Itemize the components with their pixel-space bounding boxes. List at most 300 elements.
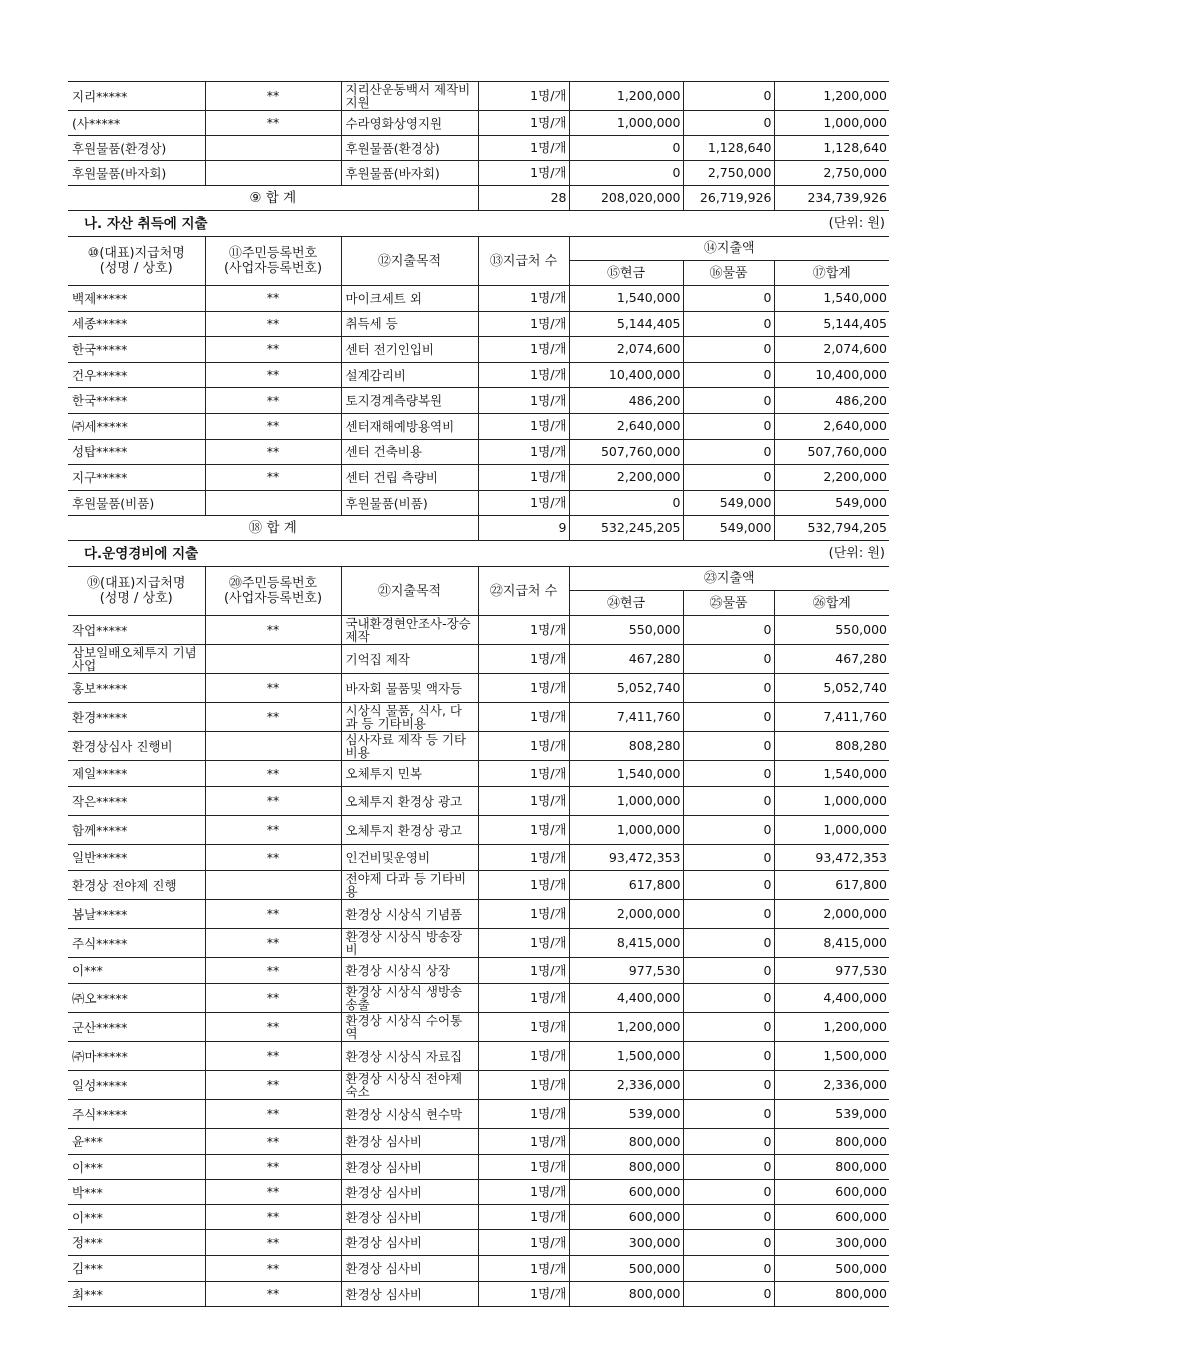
goods-amount-cell: 0 <box>683 787 774 816</box>
total-amount-cell: 1,540,000 <box>774 761 889 787</box>
purpose-cell: 환경상 시상식 상장 <box>341 958 478 984</box>
payee-name-cell: 이*** <box>68 1205 205 1230</box>
registration-number-cell: ** <box>205 388 341 414</box>
total-amount-cell: 808,280 <box>774 732 889 761</box>
purpose-cell: 환경상 시상식 생방송 송출 <box>341 984 478 1013</box>
total-amount-cell: 5,052,740 <box>774 674 889 703</box>
payee-count-cell: 1명/개 <box>478 337 569 363</box>
total-goods-cell: 26,719,926 <box>683 186 774 211</box>
goods-amount-cell: 0 <box>683 732 774 761</box>
cash-amount-cell: 507,760,000 <box>569 439 683 465</box>
cash-amount-cell: 1,540,000 <box>569 761 683 787</box>
registration-number-cell: ** <box>205 1042 341 1071</box>
goods-amount-cell: 1,128,640 <box>683 136 774 161</box>
total-amount-cell: 2,074,600 <box>774 337 889 363</box>
payee-count-cell: 1명/개 <box>478 1071 569 1100</box>
payee-name-cell: 제일***** <box>68 761 205 787</box>
total-cash-cell: 208,020,000 <box>569 186 683 211</box>
payee-name-cell: 홍보***** <box>68 674 205 703</box>
goods-amount-cell: 0 <box>683 1013 774 1042</box>
total-amount-cell: 5,144,405 <box>774 311 889 337</box>
payee-count-cell: 1명/개 <box>478 787 569 816</box>
header-goods: ⑯물품 <box>683 261 774 286</box>
table-row <box>68 816 889 845</box>
payee-count-cell: 1명/개 <box>478 439 569 465</box>
unit-label: (단위: 원) <box>569 541 889 567</box>
registration-number-cell: ** <box>205 439 341 465</box>
goods-amount-cell: 0 <box>683 761 774 787</box>
cash-amount-cell: 0 <box>569 136 683 161</box>
cash-amount-cell: 808,280 <box>569 732 683 761</box>
header-payee: ⑩(대표)지급처명 (성명 / 상호) <box>68 237 205 286</box>
total-amount-cell: 1,500,000 <box>774 1042 889 1071</box>
payee-count-cell: 1명/개 <box>478 900 569 929</box>
total-sum-cell: 532,794,205 <box>774 516 889 541</box>
goods-amount-cell: 549,000 <box>683 490 774 516</box>
payee-count-cell: 1명/개 <box>478 761 569 787</box>
total-label: ⑱ 합 계 <box>68 516 478 541</box>
goods-amount-cell: 0 <box>683 958 774 984</box>
header-total: ⑰합계 <box>774 261 889 286</box>
purpose-cell: 토지경계측량복원 <box>341 388 478 414</box>
goods-amount-cell: 0 <box>683 703 774 732</box>
cash-amount-cell: 539,000 <box>569 1100 683 1129</box>
payee-name-cell: 환경상 전야제 진행 <box>68 871 205 900</box>
total-amount-cell: 600,000 <box>774 1180 889 1205</box>
cash-amount-cell: 550,000 <box>569 616 683 645</box>
registration-number-cell: ** <box>205 337 341 363</box>
registration-number-cell: ** <box>205 1180 341 1205</box>
cash-amount-cell: 617,800 <box>569 871 683 900</box>
goods-amount-cell: 0 <box>683 1256 774 1282</box>
registration-number-cell: ** <box>205 1205 341 1230</box>
payee-count-cell: 1명/개 <box>478 136 569 161</box>
header-registration-number: ⑳주민등록번호 (사업자등록번호) <box>205 567 341 616</box>
registration-number-cell: ** <box>205 900 341 929</box>
cash-amount-cell: 5,144,405 <box>569 311 683 337</box>
registration-number-cell <box>205 645 341 674</box>
goods-amount-cell: 2,750,000 <box>683 161 774 186</box>
cash-amount-cell: 467,280 <box>569 645 683 674</box>
registration-number-cell: ** <box>205 1155 341 1180</box>
header-purpose: ⑫지출목적 <box>341 237 478 286</box>
table-row <box>68 645 889 674</box>
total-amount-cell: 467,280 <box>774 645 889 674</box>
section-title-row <box>68 211 889 237</box>
payee-name-cell: 이*** <box>68 958 205 984</box>
cash-amount-cell: 800,000 <box>569 1155 683 1180</box>
total-amount-cell: 800,000 <box>774 1282 889 1307</box>
payee-name-cell: 삼보일배오체투지 기념사업 <box>68 645 205 674</box>
goods-amount-cell: 0 <box>683 1282 774 1307</box>
total-goods-cell: 549,000 <box>683 516 774 541</box>
payee-count-cell: 1명/개 <box>478 616 569 645</box>
cash-amount-cell: 300,000 <box>569 1230 683 1256</box>
payee-name-cell: 후원물품(비품) <box>68 490 205 516</box>
section-title-row <box>68 541 889 567</box>
registration-number-cell <box>205 136 341 161</box>
registration-number-cell: ** <box>205 311 341 337</box>
table-row <box>68 311 889 337</box>
total-amount-cell: 550,000 <box>774 616 889 645</box>
payee-count-cell: 1명/개 <box>478 111 569 136</box>
payee-name-cell: 정*** <box>68 1230 205 1256</box>
total-count-cell: 28 <box>478 186 569 211</box>
payee-name-cell: 건우***** <box>68 362 205 388</box>
purpose-cell: 센터 건축비용 <box>341 439 478 465</box>
payee-count-cell: 1명/개 <box>478 1230 569 1256</box>
cash-amount-cell: 2,000,000 <box>569 900 683 929</box>
cash-amount-cell: 1,500,000 <box>569 1042 683 1071</box>
table-row <box>68 1230 889 1256</box>
payee-count-cell: 1명/개 <box>478 958 569 984</box>
table-row <box>68 465 889 491</box>
registration-number-cell: ** <box>205 413 341 439</box>
purpose-cell: 설계감리비 <box>341 362 478 388</box>
table-row <box>68 286 889 312</box>
payee-name-cell: (사***** <box>68 111 205 136</box>
cash-amount-cell: 800,000 <box>569 1282 683 1307</box>
goods-amount-cell: 0 <box>683 1155 774 1180</box>
purpose-cell: 환경상 심사비 <box>341 1155 478 1180</box>
registration-number-cell: ** <box>205 787 341 816</box>
total-row <box>68 516 889 541</box>
total-amount-cell: 1,200,000 <box>774 82 889 111</box>
goods-amount-cell: 0 <box>683 616 774 645</box>
total-amount-cell: 539,000 <box>774 1100 889 1129</box>
goods-amount-cell: 0 <box>683 388 774 414</box>
purpose-cell: 환경상 심사비 <box>341 1230 478 1256</box>
payee-name-cell: 성탑***** <box>68 439 205 465</box>
cash-amount-cell: 8,415,000 <box>569 929 683 958</box>
payee-count-cell: 1명/개 <box>478 413 569 439</box>
total-amount-cell: 2,750,000 <box>774 161 889 186</box>
goods-amount-cell: 0 <box>683 900 774 929</box>
payee-count-cell: 1명/개 <box>478 161 569 186</box>
total-amount-cell: 8,415,000 <box>774 929 889 958</box>
payee-name-cell: 세종***** <box>68 311 205 337</box>
goods-amount-cell: 0 <box>683 311 774 337</box>
payee-name-cell: 이*** <box>68 1155 205 1180</box>
cash-amount-cell: 2,200,000 <box>569 465 683 491</box>
table-row <box>68 1042 889 1071</box>
header-cash: ㉔현금 <box>569 591 683 616</box>
purpose-cell: 시상식 물품, 식사, 다과 등 기타비용 <box>341 703 478 732</box>
cash-amount-cell: 0 <box>569 490 683 516</box>
payee-count-cell: 1명/개 <box>478 465 569 491</box>
payee-name-cell: 작은***** <box>68 787 205 816</box>
registration-number-cell: ** <box>205 1230 341 1256</box>
goods-amount-cell: 0 <box>683 1230 774 1256</box>
cash-amount-cell: 486,200 <box>569 388 683 414</box>
registration-number-cell: ** <box>205 674 341 703</box>
goods-amount-cell: 0 <box>683 1042 774 1071</box>
header-cash: ⑮현금 <box>569 261 683 286</box>
cash-amount-cell: 2,074,600 <box>569 337 683 363</box>
payee-count-cell: 1명/개 <box>478 732 569 761</box>
registration-number-cell: ** <box>205 465 341 491</box>
payee-count-cell: 1명/개 <box>478 984 569 1013</box>
total-amount-cell: 800,000 <box>774 1129 889 1155</box>
payee-count-cell: 1명/개 <box>478 1205 569 1230</box>
purpose-cell: 국내환경현안조사-장승제작 <box>341 616 478 645</box>
table-row <box>68 845 889 871</box>
payee-name-cell: ㈜세***** <box>68 413 205 439</box>
payee-count-cell: 1명/개 <box>478 1100 569 1129</box>
header-registration-number: ⑪주민등록번호 (사업자등록번호) <box>205 237 341 286</box>
goods-amount-cell: 0 <box>683 337 774 363</box>
payee-count-cell: 1명/개 <box>478 703 569 732</box>
table-row <box>68 1155 889 1180</box>
cash-amount-cell: 1,200,000 <box>569 1013 683 1042</box>
registration-number-cell: ** <box>205 1071 341 1100</box>
payee-count-cell: 1명/개 <box>478 871 569 900</box>
registration-number-cell: ** <box>205 362 341 388</box>
table-row <box>68 388 889 414</box>
registration-number-cell: ** <box>205 845 341 871</box>
payee-count-cell: 1명/개 <box>478 490 569 516</box>
payee-count-cell: 1명/개 <box>478 1180 569 1205</box>
payee-name-cell: 환경***** <box>68 703 205 732</box>
purpose-cell: 수라영화상영지원 <box>341 111 478 136</box>
total-amount-cell: 977,530 <box>774 958 889 984</box>
purpose-cell: 환경상 심사비 <box>341 1180 478 1205</box>
table-row <box>68 1013 889 1042</box>
table-row <box>68 136 889 161</box>
total-amount-cell: 1,200,000 <box>774 1013 889 1042</box>
cash-amount-cell: 600,000 <box>569 1205 683 1230</box>
unit-label: (단위: 원) <box>569 211 889 237</box>
total-amount-cell: 10,400,000 <box>774 362 889 388</box>
cash-amount-cell: 1,000,000 <box>569 816 683 845</box>
table-row <box>68 362 889 388</box>
payee-count-cell: 1명/개 <box>478 311 569 337</box>
purpose-cell: 마이크세트 외 <box>341 286 478 312</box>
purpose-cell: 환경상 시상식 기념품 <box>341 900 478 929</box>
table-row <box>68 761 889 787</box>
header-row <box>68 567 889 591</box>
total-sum-cell: 234,739,926 <box>774 186 889 211</box>
registration-number-cell: ** <box>205 111 341 136</box>
payee-name-cell: ㈜마***** <box>68 1042 205 1071</box>
payee-count-cell: 1명/개 <box>478 1013 569 1042</box>
payee-name-cell: 군산***** <box>68 1013 205 1042</box>
header-purpose: ㉑지출목적 <box>341 567 478 616</box>
registration-number-cell: ** <box>205 82 341 111</box>
purpose-cell: 바자회 물품및 액자등 <box>341 674 478 703</box>
table-row <box>68 1205 889 1230</box>
cash-amount-cell: 7,411,760 <box>569 703 683 732</box>
total-amount-cell: 7,411,760 <box>774 703 889 732</box>
table-row <box>68 413 889 439</box>
cash-amount-cell: 1,540,000 <box>569 286 683 312</box>
payee-name-cell: 한국***** <box>68 388 205 414</box>
goods-amount-cell: 0 <box>683 984 774 1013</box>
payee-count-cell: 1명/개 <box>478 82 569 111</box>
registration-number-cell <box>205 732 341 761</box>
cash-amount-cell: 2,336,000 <box>569 1071 683 1100</box>
purpose-cell: 후원물품(비품) <box>341 490 478 516</box>
total-amount-cell: 617,800 <box>774 871 889 900</box>
purpose-cell: 센터 건립 측량비 <box>341 465 478 491</box>
total-amount-cell: 800,000 <box>774 1155 889 1180</box>
goods-amount-cell: 0 <box>683 929 774 958</box>
registration-number-cell <box>205 871 341 900</box>
table-row <box>68 732 889 761</box>
table-row <box>68 929 889 958</box>
section-title: 나. 자산 취득에 지출 <box>68 211 569 237</box>
total-amount-cell: 1,128,640 <box>774 136 889 161</box>
table-row <box>68 616 889 645</box>
payee-count-cell: 1명/개 <box>478 1282 569 1307</box>
total-row <box>68 186 889 211</box>
table-row <box>68 82 889 111</box>
registration-number-cell <box>205 490 341 516</box>
purpose-cell: 환경상 심사비 <box>341 1282 478 1307</box>
goods-amount-cell: 0 <box>683 439 774 465</box>
cash-amount-cell: 1,000,000 <box>569 787 683 816</box>
purpose-cell: 기억집 제작 <box>341 645 478 674</box>
goods-amount-cell: 0 <box>683 1205 774 1230</box>
goods-amount-cell: 0 <box>683 465 774 491</box>
table-row <box>68 337 889 363</box>
header-payee: ⑲(대표)지급처명 (성명 / 상호) <box>68 567 205 616</box>
payee-name-cell: 작업***** <box>68 616 205 645</box>
total-amount-cell: 2,640,000 <box>774 413 889 439</box>
payee-count-cell: 1명/개 <box>478 674 569 703</box>
cash-amount-cell: 2,640,000 <box>569 413 683 439</box>
payee-count-cell: 1명/개 <box>478 1129 569 1155</box>
payee-name-cell: ㈜오***** <box>68 984 205 1013</box>
payee-name-cell: 환경상심사 진행비 <box>68 732 205 761</box>
total-amount-cell: 1,540,000 <box>774 286 889 312</box>
total-amount-cell: 1,000,000 <box>774 816 889 845</box>
purpose-cell: 인건비및운영비 <box>341 845 478 871</box>
purpose-cell: 환경상 시상식 현수막 <box>341 1100 478 1129</box>
registration-number-cell: ** <box>205 1256 341 1282</box>
payee-count-cell: 1명/개 <box>478 388 569 414</box>
payee-name-cell: 김*** <box>68 1256 205 1282</box>
payee-name-cell: 일반***** <box>68 845 205 871</box>
registration-number-cell: ** <box>205 286 341 312</box>
payee-name-cell: 백제***** <box>68 286 205 312</box>
payee-count-cell: 1명/개 <box>478 1042 569 1071</box>
goods-amount-cell: 0 <box>683 111 774 136</box>
purpose-cell: 오체투지 환경상 광고 <box>341 787 478 816</box>
goods-amount-cell: 0 <box>683 362 774 388</box>
total-amount-cell: 1,000,000 <box>774 111 889 136</box>
goods-amount-cell: 0 <box>683 1100 774 1129</box>
table-row <box>68 490 889 516</box>
section-title: 다.운영경비에 지출 <box>68 541 569 567</box>
registration-number-cell: ** <box>205 761 341 787</box>
payee-name-cell: 지리***** <box>68 82 205 111</box>
total-count-cell: 9 <box>478 516 569 541</box>
registration-number-cell: ** <box>205 1100 341 1129</box>
purpose-cell: 오체투지 환경상 광고 <box>341 816 478 845</box>
table-row <box>68 871 889 900</box>
total-amount-cell: 507,760,000 <box>774 439 889 465</box>
registration-number-cell: ** <box>205 984 341 1013</box>
registration-number-cell: ** <box>205 703 341 732</box>
expenditure-document <box>68 81 889 1307</box>
table-row <box>68 1129 889 1155</box>
payee-count-cell: 1명/개 <box>478 816 569 845</box>
table-row <box>68 958 889 984</box>
purpose-cell: 환경상 심사비 <box>341 1205 478 1230</box>
total-amount-cell: 2,200,000 <box>774 465 889 491</box>
purpose-cell: 심사자료 제작 등 기타비용 <box>341 732 478 761</box>
payee-name-cell: 한국***** <box>68 337 205 363</box>
registration-number-cell: ** <box>205 1282 341 1307</box>
goods-amount-cell: 0 <box>683 871 774 900</box>
header-payee-count: ㉒지급처 수 <box>478 567 569 616</box>
goods-amount-cell: 0 <box>683 845 774 871</box>
cash-amount-cell: 977,530 <box>569 958 683 984</box>
goods-amount-cell: 0 <box>683 1129 774 1155</box>
payee-name-cell: 주식***** <box>68 1100 205 1129</box>
payee-count-cell: 1명/개 <box>478 645 569 674</box>
goods-amount-cell: 0 <box>683 413 774 439</box>
payee-name-cell: 후원물품(환경상) <box>68 136 205 161</box>
total-amount-cell: 1,000,000 <box>774 787 889 816</box>
cash-amount-cell: 0 <box>569 161 683 186</box>
table-row <box>68 674 889 703</box>
table-row <box>68 439 889 465</box>
payee-count-cell: 1명/개 <box>478 845 569 871</box>
cash-amount-cell: 600,000 <box>569 1180 683 1205</box>
total-amount-cell: 2,336,000 <box>774 1071 889 1100</box>
purpose-cell: 센터 전기인입비 <box>341 337 478 363</box>
registration-number-cell: ** <box>205 816 341 845</box>
purpose-cell: 환경상 시상식 방송장비 <box>341 929 478 958</box>
payee-count-cell: 1명/개 <box>478 286 569 312</box>
registration-number-cell: ** <box>205 929 341 958</box>
table-row <box>68 1282 889 1307</box>
payee-name-cell: 지구***** <box>68 465 205 491</box>
cash-amount-cell: 1,000,000 <box>569 111 683 136</box>
payee-name-cell: 박*** <box>68 1180 205 1205</box>
goods-amount-cell: 0 <box>683 1180 774 1205</box>
header-payee-count: ⑬지급처 수 <box>478 237 569 286</box>
total-amount-cell: 4,400,000 <box>774 984 889 1013</box>
header-row <box>68 237 889 261</box>
purpose-cell: 전야제 다과 등 기타비용 <box>341 871 478 900</box>
registration-number-cell: ** <box>205 1129 341 1155</box>
total-amount-cell: 93,472,353 <box>774 845 889 871</box>
table-row <box>68 1071 889 1100</box>
goods-amount-cell: 0 <box>683 816 774 845</box>
registration-number-cell <box>205 161 341 186</box>
table-row <box>68 111 889 136</box>
table-row <box>68 900 889 929</box>
table-row <box>68 1256 889 1282</box>
table-row <box>68 984 889 1013</box>
payee-name-cell: 최*** <box>68 1282 205 1307</box>
expenditure-table <box>68 81 889 1307</box>
purpose-cell: 지리산운동백서 제작비 지원 <box>341 82 478 111</box>
payee-count-cell: 1명/개 <box>478 1155 569 1180</box>
cash-amount-cell: 500,000 <box>569 1256 683 1282</box>
table-row <box>68 161 889 186</box>
purpose-cell: 환경상 시상식 수어통역 <box>341 1013 478 1042</box>
purpose-cell: 환경상 심사비 <box>341 1129 478 1155</box>
cash-amount-cell: 800,000 <box>569 1129 683 1155</box>
payee-count-cell: 1명/개 <box>478 929 569 958</box>
cash-amount-cell: 1,200,000 <box>569 82 683 111</box>
total-amount-cell: 486,200 <box>774 388 889 414</box>
registration-number-cell: ** <box>205 1013 341 1042</box>
